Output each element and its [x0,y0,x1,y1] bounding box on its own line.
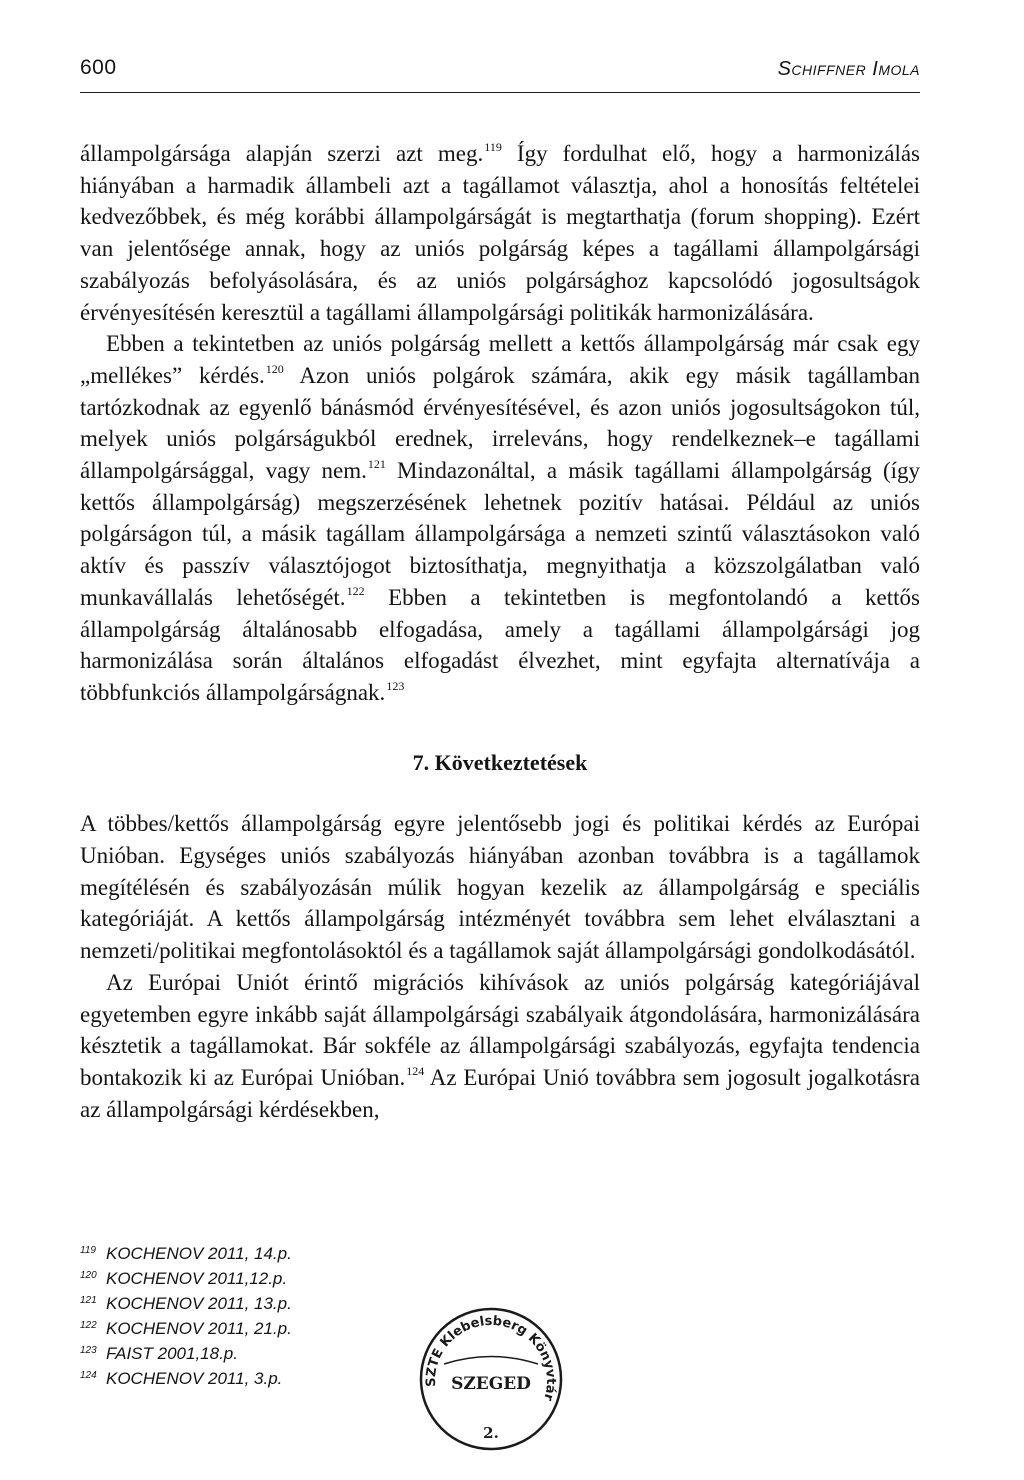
paragraph-1-text-a: állampolgársága alapján szerzi azt meg. [80,141,484,166]
footnote-text: KOCHENOV 2011,12.p. [106,1269,288,1288]
footnote-text: FAIST 2001,18.p. [106,1344,238,1363]
footnote-item [80,1243,292,1268]
footnote-item [80,1268,292,1293]
paragraph-4-text-a: Az Európai Uniót érintő migrációs kihívások az uniós polgárság kategóriájával egyetemben egyre inkább saját állampolgársági szabályaik átgondolására, harmonizálására késztetik a tagállamokat. Bár sokféle az állampolgársági szabályozás, egyfajta tendencia bontakozik ki az Európai Unióban. [80,969,920,1090]
footnote-number: 124 [80,1370,97,1381]
footnote-item [80,1368,292,1393]
footnote-text: KOCHENOV 2011, 3.p. [106,1369,283,1388]
footnote-ref-119[interactable]: 119 [484,140,502,154]
footnote-item [80,1318,292,1343]
running-header [80,56,920,93]
footnote-ref-122[interactable]: 122 [346,583,365,598]
footnote-ref-124[interactable]: 124 [406,1063,425,1078]
footnotes [80,1243,292,1393]
stamp-arc-text: SZTE Klebelsberg Könyvtár [423,1313,559,1403]
footnote-text: KOCHENOV 2011, 13.p. [106,1294,292,1313]
main-text [80,138,920,1125]
paragraph-1 [80,138,920,328]
footnote-item [80,1293,292,1318]
page-number: 600 [80,56,117,79]
footnote-text: KOCHENOV 2011, 21.p. [106,1319,292,1338]
footnote-number: 122 [80,1320,97,1331]
footnote-ref-123[interactable]: 123 [386,678,405,693]
stamp-inner-line [444,1357,538,1365]
stamp-number: 2. [483,1424,499,1442]
footnote-number: 121 [80,1295,97,1306]
footnote-item [80,1343,292,1368]
paragraph-2 [80,328,920,708]
paragraph-3: A többes/kettős állampolgárság egyre jelentősebb jogi és politikai kérdés az Európai Unióban. Egységes uniós szabályozás hiányában azonban továbbra is a tagállamok megítélésén és szabályozásán múlik hogyan kezelik az állampolgárság e speciális kategóriáját. A kettős állampolgárság intézményét továbbra sem lehet elválasztani a nemzeti/politikai megfontolásoktól és a tagállamok saját állampolgársági gondolkodásától. [80,811,920,964]
footnote-number: 120 [80,1270,97,1281]
paragraph-1-text-b: Így fordulhat elő, hogy a harmonizálás hiányában a harmadik állambeli azt a tagállamot választja, ahol a honosítás feltételei kedvezőbbek, és még korábbi állampolgárságát is megtarthatja (forum shopping). Ezért van jelentősége annak, hogy az uniós polgárság képes a tagállami állampolgársági szabályozás befolyásolására, és az uniós polgársághoz kapcsolódó jogosultságok érvényesítésén keresztül a tagállami állampolgársági politikák harmonizálására. [80,141,921,325]
paragraph-2-text-d: Ebben a tekintetben is megfontolandó a kettős állampolgárság általánosabb elfogadása, amely a tagállami állampolgársági jog harmonizálása során általános elfogadást élvezhet, mint egyfajta alternatívája a többfunkciós állampolgárságnak. [80,584,920,705]
paragraph-4-text-b: Az Európai Unió továbbra sem jogosult jogalkotásra az állampolgársági kérdésekben, [80,1064,920,1122]
footnote-number: 119 [80,1245,96,1256]
paragraph-4 [80,967,920,1126]
stamp-city: SZEGED [451,1374,531,1394]
footnote-ref-121[interactable]: 121 [367,457,386,472]
paragraph-2-text-b: Azon uniós polgárok számára, akik egy másik tagállamban tartózkodnak az egyenlő bánásmód érvényesítésével, és azon uniós jogosultságokon túl, melyek uniós polgárságukból erednek, irreleváns, hogy rendelkeznek–e tagállami állampolgársággal, vagy nem. [80,362,920,484]
paragraph-2-text-c: Mindazonáltal, a másik tagállami állampolgárság (így kettős állampolgárság) megszerzésének lehetnek pozitív hatásai. Például az uniós polgárságon túl, a másik tagállam állampolgársága a nemzeti szintű választásokon való aktív és passzív választójogot biztosíthatja, megnyithatja a közszolgálatban való munkavállalás lehetőségét. [80,458,920,610]
paragraph-2-text-a: Ebben a tekintetben az uniós polgárság mellett a kettős állampolgárság már csak egy „mellékes” kérdés. [80,331,920,388]
library-stamp [416,1304,566,1454]
footnote-ref-120[interactable]: 120 [265,361,284,376]
footnote-text: KOCHENOV 2011, 14.p. [106,1244,292,1263]
section-heading: 7. Következtetések [412,749,588,775]
running-head-author: Schiffner Imola [777,58,920,80]
footnote-number: 123 [80,1345,97,1356]
